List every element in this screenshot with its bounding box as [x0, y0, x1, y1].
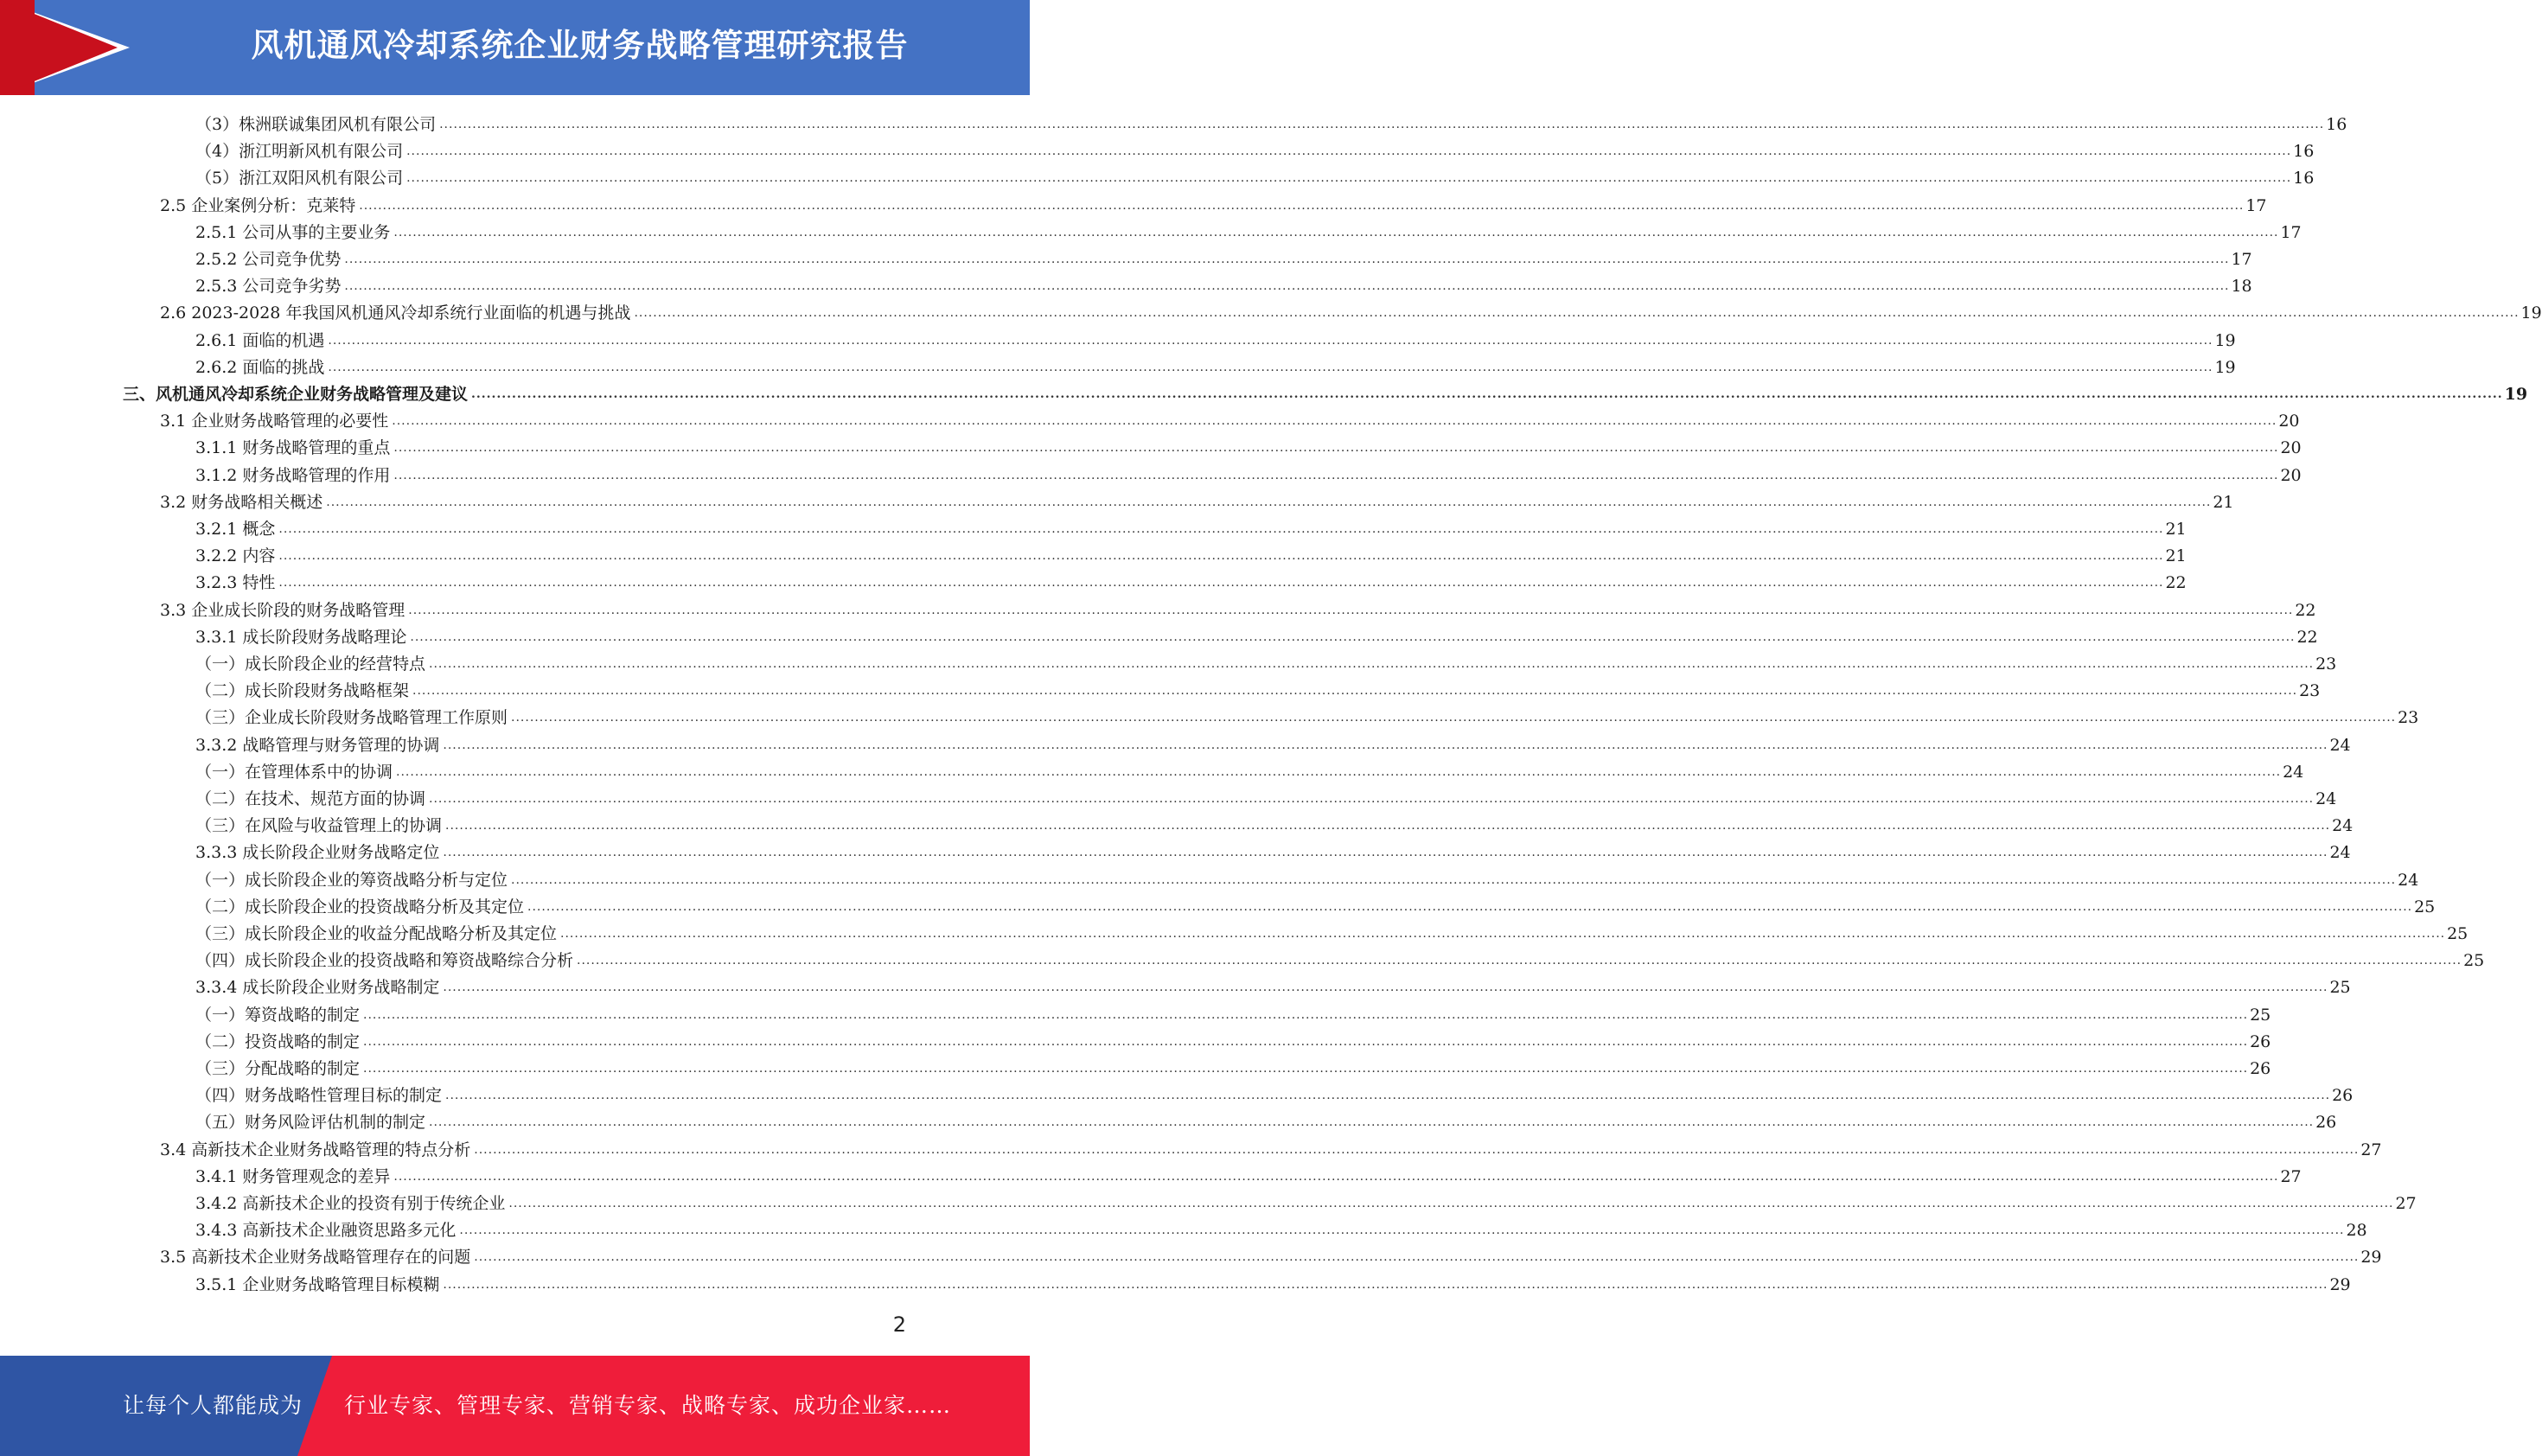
toc-dot-leader: ................................................................................................................................................................................................................................................................................................................................................................................................................ — [474, 1142, 2360, 1157]
toc-entry-page: 26 — [2315, 1113, 2337, 1133]
toc-entry-label: （一）筹资战略的制定 — [195, 1005, 361, 1025]
toc-dot-leader: ................................................................................................................................................................................................................................................................................................................................................................................................................ — [508, 1197, 2394, 1210]
toc-dot-leader: ................................................................................................................................................................................................................................................................................................................................................................................................................ — [278, 576, 2164, 591]
toc-dot-leader: ................................................................................................................................................................................................................................................................................................................................................................................................................ — [326, 495, 2212, 509]
toc-entry-label: （一）成长阶段企业的经营特点 — [195, 655, 426, 674]
toc-dot-leader: ................................................................................................................................................................................................................................................................................................................................................................................................................ — [278, 549, 2164, 564]
toc-dot-leader: ................................................................................................................................................................................................................................................................................................................................................................................................................ — [410, 629, 2296, 644]
toc-dot-leader: ................................................................................................................................................................................................................................................................................................................................................................................................................ — [527, 899, 2413, 914]
toc-entry-page: 28 — [2346, 1221, 2367, 1241]
toc-entry[interactable] — [0, 163, 2315, 189]
toc-entry-label: 2.5 企业案例分析：克莱特 — [160, 195, 356, 215]
toc-entry-label: （四）财务战略性管理目标的制定 — [195, 1086, 443, 1106]
toc-dot-leader: ................................................................................................................................................................................................................................................................................................................................................................................................................ — [429, 1115, 2315, 1130]
toc-entry-label: 3.4.1 财务管理观念的差异 — [195, 1166, 391, 1186]
toc-entry-page: 24 — [2315, 789, 2337, 808]
toc-entry[interactable] — [0, 972, 2351, 999]
toc-entry[interactable] — [0, 244, 2252, 271]
toc-entry-page: 21 — [2165, 546, 2187, 566]
toc-entry-page: 19 — [2214, 357, 2236, 377]
toc-entry-page: 24 — [2398, 870, 2419, 890]
toc-entry-page: 25 — [2447, 924, 2469, 943]
report-title: 风机通风冷却系统企业财务战略管理研究报告 — [251, 27, 909, 64]
toc-entry-label: 2.6.1 面临的机遇 — [195, 330, 325, 350]
toc-dot-leader: ................................................................................................................................................................................................................................................................................................................................................................................................................ — [511, 711, 2397, 725]
toc-entry-page: 29 — [2360, 1248, 2382, 1268]
toc-entry-label: 3.2.1 概念 — [195, 520, 276, 539]
toc-entry-page: 25 — [2414, 897, 2436, 916]
toc-dot-leader: ................................................................................................................................................................................................................................................................................................................................................................................................................ — [393, 468, 2279, 482]
toc-entry-label: 3.1.2 财务战略管理的作用 — [195, 465, 391, 485]
toc-entry-label: 3.2 财务战略相关概述 — [160, 492, 323, 512]
toc-entry-page: 26 — [2332, 1086, 2354, 1106]
toc-dot-leader: ................................................................................................................................................................................................................................................................................................................................................................................................................ — [363, 1034, 2249, 1049]
toc-entry-page: 25 — [2250, 1005, 2271, 1025]
toc-entry-page: 27 — [2395, 1194, 2417, 1213]
toc-entry-page: 19 — [2214, 330, 2236, 350]
toc-entry[interactable] — [0, 837, 2351, 864]
toc-entry[interactable] — [0, 297, 2542, 324]
toc-dot-leader: ................................................................................................................................................................................................................................................................................................................................................................................................................ — [445, 819, 2331, 833]
toc-entry-page: 24 — [2329, 735, 2351, 755]
toc-dot-leader: ................................................................................................................................................................................................................................................................................................................................................................................................................ — [396, 764, 2282, 779]
toc-entry-page: 21 — [2213, 492, 2234, 512]
toc-entry-page: 23 — [2398, 708, 2419, 728]
toc-dot-leader: ................................................................................................................................................................................................................................................................................................................................................................................................................ — [443, 738, 2328, 752]
toc-entry-page: 17 — [2280, 222, 2302, 242]
toc-entry[interactable] — [0, 406, 2300, 432]
toc-entry-page: 18 — [2231, 277, 2252, 297]
toc-entry-page: 23 — [2299, 681, 2321, 701]
toc-dot-leader: ................................................................................................................................................................................................................................................................................................................................................................................................................ — [471, 387, 2503, 401]
toc-entry[interactable] — [0, 1215, 2367, 1242]
toc-entry[interactable] — [0, 432, 2302, 459]
toc-entry[interactable] — [0, 891, 2436, 918]
toc-entry-label: （3）株洲联诚集团风机有限公司 — [195, 115, 437, 134]
toc-entry-page: 16 — [2293, 142, 2315, 162]
toc-entry[interactable] — [0, 648, 2337, 675]
toc-entry[interactable] — [0, 945, 2485, 972]
toc-entry[interactable] — [0, 136, 2315, 163]
toc-entry[interactable] — [0, 487, 2234, 514]
toc-entry-label: 2.5.3 公司竞争劣势 — [195, 277, 342, 297]
toc-entry-page: 26 — [2250, 1031, 2271, 1051]
toc-dot-leader: ................................................................................................................................................................................................................................................................................................................................................................................................................ — [406, 144, 2292, 159]
toc-entry[interactable] — [0, 675, 2321, 702]
toc-dot-leader: ................................................................................................................................................................................................................................................................................................................................................................................................................ — [560, 927, 2446, 941]
toc-entry[interactable] — [0, 865, 2419, 891]
toc-entry[interactable] — [0, 730, 2351, 757]
footer-slogan-left: 让每个人都能成为 — [123, 1393, 303, 1418]
toc-dot-leader: ................................................................................................................................................................................................................................................................................................................................................................................................................ — [511, 872, 2397, 887]
toc-entry-label: （五）财务风险评估机制的制定 — [195, 1113, 426, 1133]
toc-dot-leader: ................................................................................................................................................................................................................................................................................................................................................................................................................ — [393, 225, 2279, 239]
toc-entry[interactable] — [0, 325, 2236, 352]
toc-entry-label: 2.5.1 公司从事的主要业务 — [195, 222, 391, 242]
toc-entry-label: 2.5.2 公司竞争优势 — [195, 250, 342, 269]
toc-entry[interactable] — [0, 190, 2267, 217]
toc-entry[interactable] — [0, 757, 2304, 783]
toc-dot-leader: ................................................................................................................................................................................................................................................................................................................................................................................................................ — [577, 954, 2462, 968]
toc-entry-page: 24 — [2332, 816, 2354, 836]
toc-entry-label: 3.3.2 战略管理与财务管理的协调 — [195, 735, 440, 755]
toc-dot-leader: ................................................................................................................................................................................................................................................................................................................................................................................................................ — [344, 279, 2230, 294]
toc-entry-label: 3.5 高新技术企业财务战略管理存在的问题 — [160, 1248, 471, 1268]
toc-entry-label: （三）在风险与收益管理上的协调 — [195, 816, 443, 836]
toc-entry[interactable] — [0, 514, 2187, 540]
toc-entry[interactable] — [0, 352, 2236, 379]
toc-entry-label: （一）在管理体系中的协调 — [195, 762, 393, 782]
toc-entry-label: 2.6.2 面临的挑战 — [195, 357, 325, 377]
toc-entry-label: （二）在技术、规范方面的协调 — [195, 789, 426, 808]
toc-entry-label: （三）成长阶段企业的收益分配战略分析及其定位 — [195, 924, 558, 943]
toc-dot-leader: ................................................................................................................................................................................................................................................................................................................................................................................................................ — [439, 118, 2325, 131]
toc-entry[interactable] — [0, 1107, 2337, 1134]
toc-dot-leader: ................................................................................................................................................................................................................................................................................................................................................................................................................ — [328, 333, 2213, 348]
toc-entry-page: 19 — [2520, 303, 2542, 323]
toc-entry[interactable] — [0, 810, 2354, 837]
toc-entry-label: （四）成长阶段企业的投资战略和筹资战略综合分析 — [195, 951, 574, 971]
toc-entry-label: 3.3.1 成长阶段财务战略理论 — [195, 627, 407, 647]
toc-entry-label: 3.2.2 内容 — [195, 546, 276, 566]
toc-entry-page: 29 — [2329, 1274, 2351, 1294]
toc-entry-page: 16 — [2293, 169, 2315, 188]
toc-entry[interactable] — [0, 1161, 2302, 1188]
toc-entry[interactable] — [0, 1026, 2271, 1053]
toc-entry-label: 3.1.1 财务战略管理的重点 — [195, 438, 391, 458]
toc-entry[interactable] — [0, 622, 2318, 648]
toc-entry-page: 20 — [2278, 412, 2300, 431]
toc-entry-page: 20 — [2280, 465, 2302, 485]
toc-dot-leader: ................................................................................................................................................................................................................................................................................................................................................................................................................ — [406, 171, 2292, 186]
toc-entry[interactable] — [0, 702, 2419, 729]
toc-entry[interactable] — [0, 460, 2302, 487]
toc-entry-page: 23 — [2315, 655, 2337, 674]
toc-dot-leader: ................................................................................................................................................................................................................................................................................................................................................................................................................ — [278, 522, 2164, 536]
toc-dot-leader: ................................................................................................................................................................................................................................................................................................................................................................................................................ — [429, 657, 2315, 671]
toc-dot-leader: ................................................................................................................................................................................................................................................................................................................................................................................................................ — [634, 306, 2520, 321]
toc-dot-leader: ................................................................................................................................................................................................................................................................................................................................................................................................................ — [393, 1169, 2279, 1184]
toc-entry-label: 3.3.3 成长阶段企业财务战略定位 — [195, 843, 440, 863]
toc-entry[interactable] — [0, 1080, 2354, 1107]
toc-entry-label: 3.4.2 高新技术企业的投资有别于传统企业 — [195, 1194, 506, 1213]
toc-entry-label: 3.4 高新技术企业财务战略管理的特点分析 — [160, 1140, 471, 1159]
toc-dot-leader: ................................................................................................................................................................................................................................................................................................................................................................................................................ — [412, 684, 2298, 699]
toc-entry-label: （三）企业成长阶段财务战略管理工作原则 — [195, 708, 508, 728]
toc-entry-page: 16 — [2326, 115, 2347, 134]
toc-entry-page: 27 — [2360, 1140, 2382, 1159]
toc-entry-page: 22 — [2295, 600, 2316, 620]
toc-dot-leader: ................................................................................................................................................................................................................................................................................................................................................................................................................ — [443, 846, 2328, 860]
toc-entry[interactable] — [0, 217, 2302, 244]
toc-entry-page: 27 — [2280, 1166, 2302, 1186]
toc-dot-leader: ................................................................................................................................................................................................................................................................................................................................................................................................................ — [445, 1089, 2331, 1103]
toc-entry-label: （4）浙江明新风机有限公司 — [195, 142, 404, 162]
toc-entry-label: 2.6 2023-2028 年我国风机通风冷却系统行业面临的机遇与挑战 — [160, 303, 631, 323]
toc-entry-page: 21 — [2165, 520, 2187, 539]
toc-entry[interactable] — [0, 918, 2469, 945]
header-chevron-icon — [0, 0, 118, 95]
toc-entry-label: 3.5.1 企业财务战略管理目标模糊 — [195, 1274, 440, 1294]
toc-entry[interactable] — [0, 379, 2528, 406]
toc-entry[interactable] — [0, 109, 2347, 136]
toc-entry-label: 3.3 企业成长阶段的财务战略管理 — [160, 600, 406, 620]
toc-entry-page: 26 — [2250, 1059, 2271, 1078]
toc-entry-label: 3.3.4 成长阶段企业财务战略制定 — [195, 978, 440, 998]
toc-entry[interactable] — [0, 595, 2316, 622]
toc-dot-leader: ................................................................................................................................................................................................................................................................................................................................................................................................................ — [459, 1223, 2345, 1238]
toc-entry-label: 三、风机通风冷却系统企业财务战略管理及建议 — [123, 385, 469, 404]
toc-entry[interactable] — [0, 783, 2337, 810]
footer-slogan-right: 行业专家、管理专家、营销专家、战略专家、成功企业家…… — [344, 1393, 952, 1418]
toc-dot-leader: ................................................................................................................................................................................................................................................................................................................................................................................................................ — [344, 252, 2230, 266]
toc-entry[interactable] — [0, 1053, 2271, 1080]
toc-entry[interactable] — [0, 1188, 2417, 1215]
toc-entry-label: （5）浙江双阳风机有限公司 — [195, 169, 404, 188]
toc-dot-leader: ................................................................................................................................................................................................................................................................................................................................................................................................................ — [474, 1250, 2360, 1265]
toc-dot-leader: ................................................................................................................................................................................................................................................................................................................................................................................................................ — [363, 1007, 2249, 1022]
toc-entry-label: （二）成长阶段企业的投资战略分析及其定位 — [195, 897, 525, 916]
toc-entry-label: （一）成长阶段企业的筹资战略分析与定位 — [195, 870, 508, 890]
toc-entry-page: 25 — [2463, 951, 2485, 971]
toc-entry[interactable] — [0, 1134, 2382, 1161]
toc-entry-page: 24 — [2329, 843, 2351, 863]
toc-entry[interactable] — [0, 567, 2187, 594]
toc-dot-leader: ................................................................................................................................................................................................................................................................................................................................................................................................................ — [392, 414, 2277, 429]
toc-entry-page: 19 — [2504, 385, 2528, 404]
page-footer — [0, 1356, 1030, 1456]
toc-entry[interactable] — [0, 540, 2187, 567]
toc-dot-leader: ................................................................................................................................................................................................................................................................................................................................................................................................................ — [359, 198, 2245, 213]
toc-entry-label: 3.4.3 高新技术企业融资思路多元化 — [195, 1221, 457, 1241]
page-number: 2 — [892, 1312, 906, 1337]
toc-entry-page: 22 — [2296, 627, 2318, 647]
toc-entry[interactable] — [0, 1269, 2351, 1296]
toc-entry-label: （二）成长阶段财务战略框架 — [195, 681, 410, 701]
toc-entry-label: 3.1 企业财务战略管理的必要性 — [160, 412, 389, 431]
toc-entry-label: （三）分配战略的制定 — [195, 1059, 361, 1078]
toc-entry[interactable] — [0, 1242, 2382, 1268]
toc-dot-leader: ................................................................................................................................................................................................................................................................................................................................................................................................................ — [363, 1062, 2249, 1076]
toc-entry-page: 17 — [2231, 250, 2252, 269]
toc-entry-page: 20 — [2280, 438, 2302, 458]
toc-dot-leader: ................................................................................................................................................................................................................................................................................................................................................................................................................ — [393, 441, 2279, 456]
toc-entry-page: 25 — [2329, 978, 2351, 998]
toc-dot-leader: ................................................................................................................................................................................................................................................................................................................................................................................................................ — [328, 360, 2213, 374]
toc-dot-leader: ................................................................................................................................................................................................................................................................................................................................................................................................................ — [443, 980, 2328, 995]
toc-entry[interactable] — [0, 999, 2271, 1026]
toc-entry[interactable] — [0, 271, 2252, 297]
toc-entry-page: 24 — [2283, 762, 2304, 782]
toc-dot-leader: ................................................................................................................................................................................................................................................................................................................................................................................................................ — [408, 603, 2294, 617]
toc-dot-leader: ................................................................................................................................................................................................................................................................................................................................................................................................................ — [429, 792, 2315, 806]
toc-dot-leader: ................................................................................................................................................................................................................................................................................................................................................................................................................ — [443, 1277, 2328, 1292]
page-header — [0, 0, 1030, 95]
toc-entry-label: 3.2.3 特性 — [195, 573, 276, 593]
toc-entry-page: 22 — [2165, 573, 2187, 593]
toc-entry-page: 17 — [2245, 195, 2267, 215]
toc-entry-label: （二）投资战略的制定 — [195, 1031, 361, 1051]
